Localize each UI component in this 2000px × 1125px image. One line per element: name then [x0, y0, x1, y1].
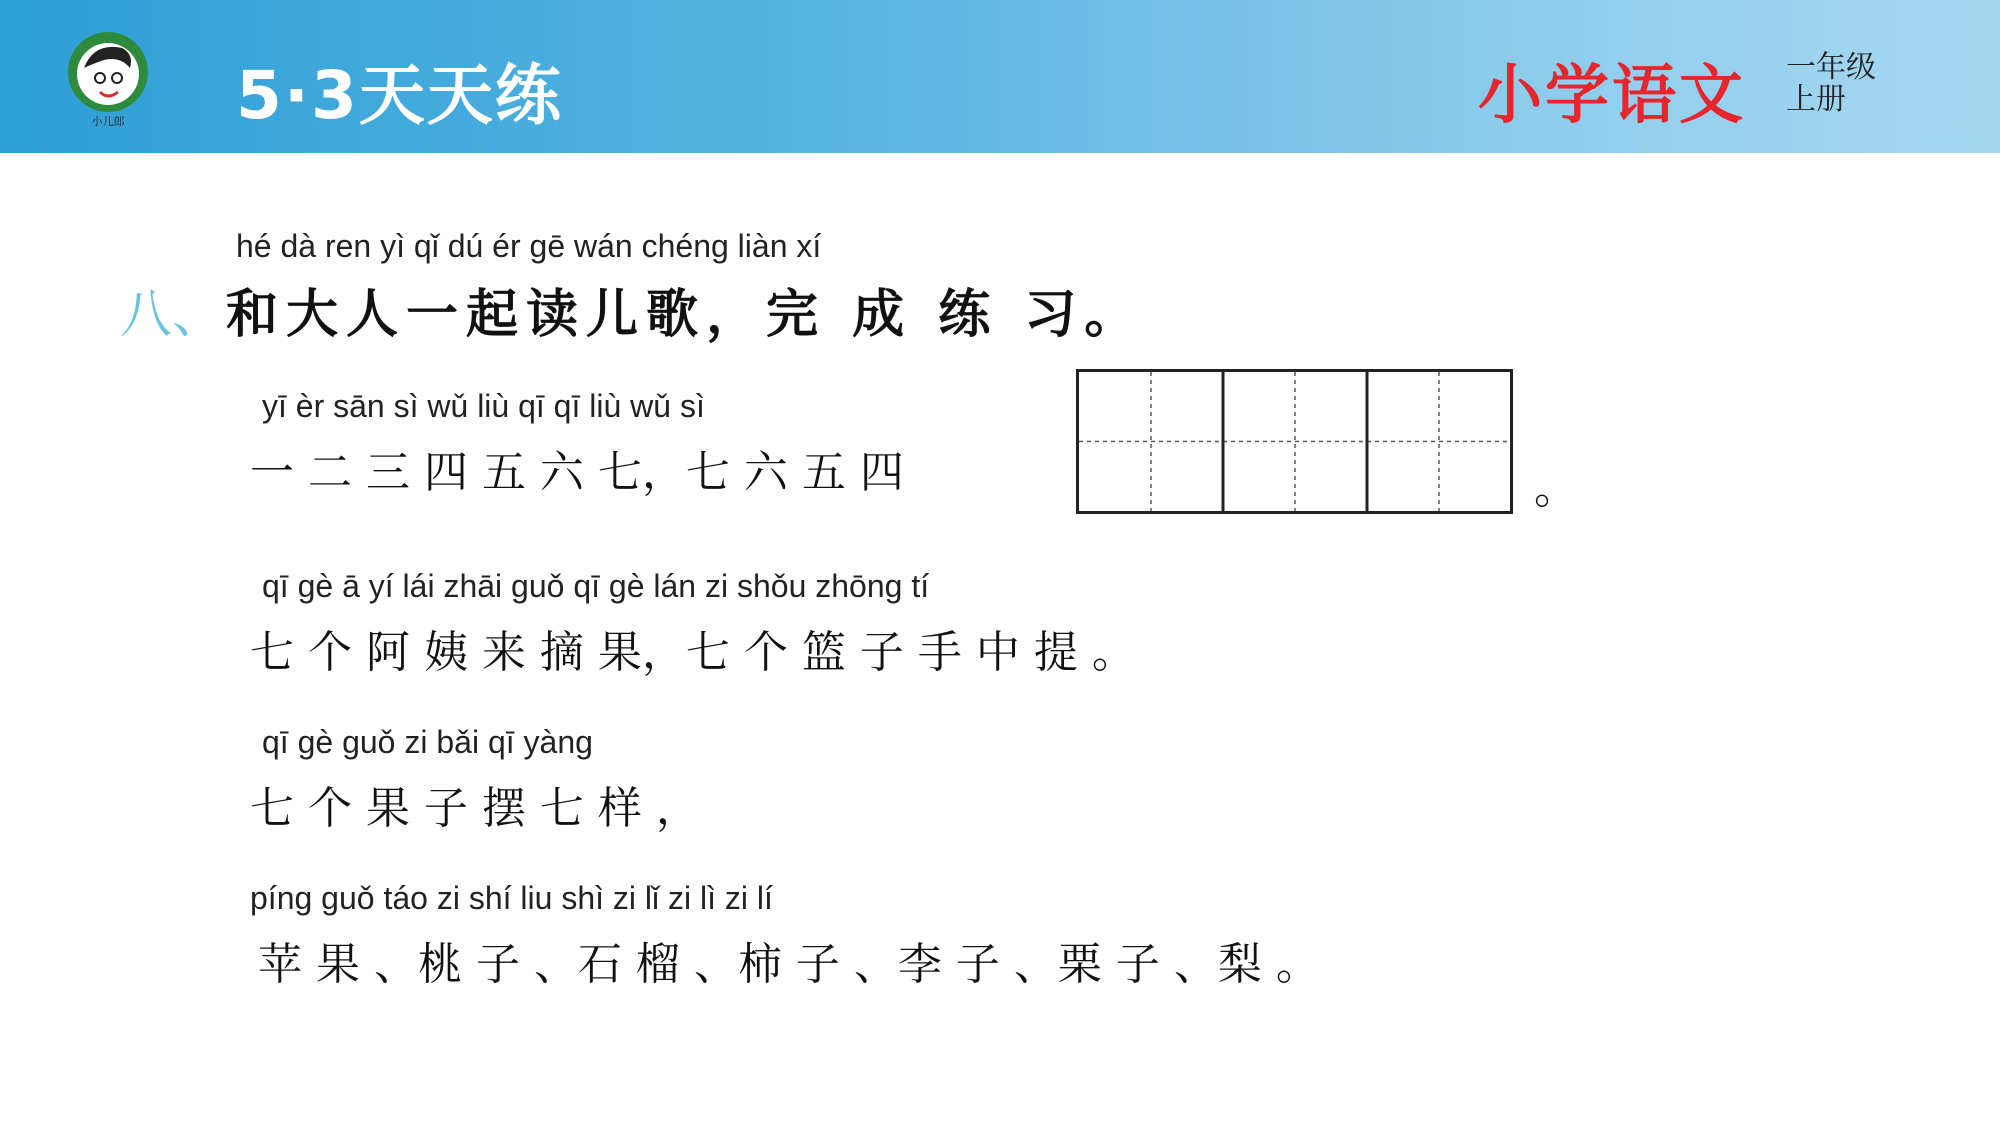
line-2-text: 七 个 阿 姨 来 摘 果，七 个 篮 子 手 中 提 。 [250, 627, 1136, 678]
line-4-pinyin: píng guǒ táo zi shí liu shì zi lǐ zi lì zi lí [250, 880, 773, 916]
volume-label: 上册 [1786, 81, 1846, 117]
question-title-pinyin: hé dà ren yì qǐ dú ér gē wán chéng liàn xí [236, 228, 822, 264]
mascot-logo-icon [64, 30, 152, 128]
subject-title: 小学语文 [1478, 59, 1746, 133]
writing-grid[interactable] [1076, 369, 1513, 514]
line-2-pinyin: qī gè ā yí lái zhāi guǒ qī gè lán zi shǒu zhōng tí [262, 568, 930, 604]
question-title: 和大人一起读儿歌，完 成 练 习。 [226, 285, 1145, 345]
line-1-text: 一 二 三 四 五 六 七，七 六 五 四 [250, 447, 904, 498]
question-number: 八、 [120, 285, 225, 345]
header-banner [0, 0, 2000, 153]
grade-label: 一年级 [1786, 50, 1876, 85]
line-4-text: 苹 果 、桃 子 、石 榴 、柿 子 、李 子 、栗 子 、梨 。 [258, 939, 1320, 990]
grid-trailing-period: 。 [1534, 463, 1578, 514]
line-3-text: 七 个 果 子 摆 七 样 ， [250, 783, 700, 834]
grade-info [1786, 52, 1876, 115]
line-3-pinyin: qī gè guǒ zi bǎi qī yàng [262, 724, 593, 760]
brand-title: 5·3天天练 [236, 57, 563, 134]
grid-lines [1079, 372, 1510, 511]
logo-caption: 小儿郎 [91, 115, 125, 128]
line-1-pinyin: yī èr sān sì wǔ liù qī qī liù wǔ sì [262, 388, 705, 424]
